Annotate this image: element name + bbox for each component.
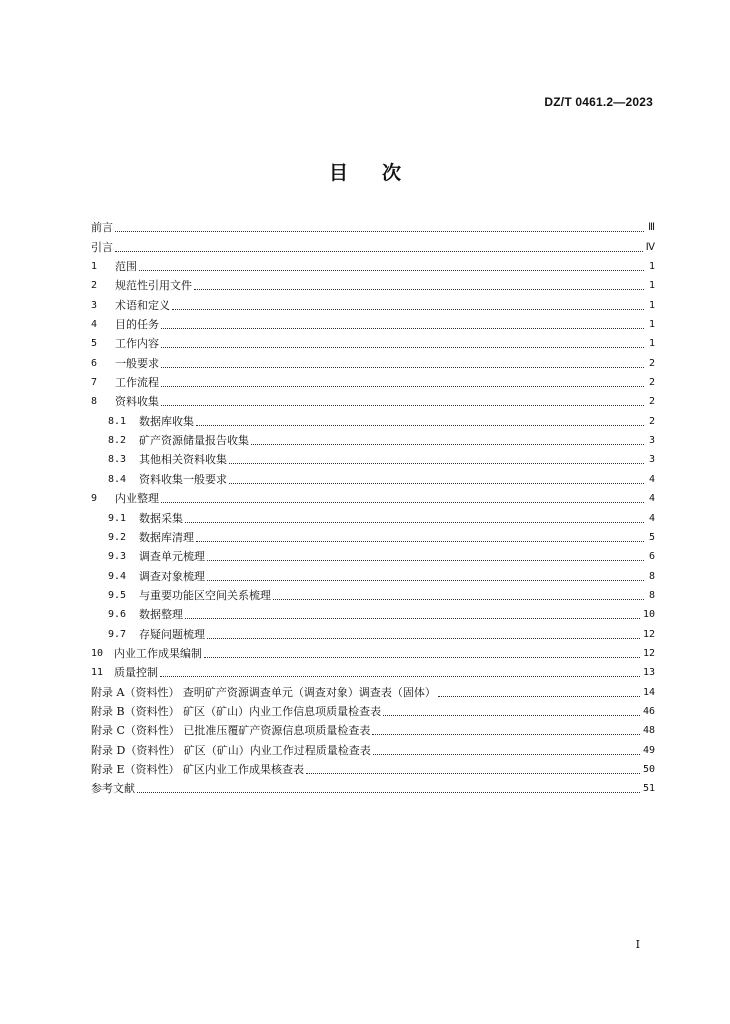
- toc-dot-leader: [115, 251, 643, 252]
- toc-entry-number: 9.7: [108, 628, 127, 640]
- table-of-contents: [91, 218, 655, 798]
- toc-dot-leader: [161, 386, 644, 387]
- toc-entry-title: 资料收集: [115, 395, 159, 409]
- toc-entry-number: 8.3: [108, 454, 127, 466]
- toc-entry-number: 9.3: [108, 551, 127, 563]
- toc-dot-leader: [185, 522, 644, 523]
- document-code: DZ/T 0461.2—2023: [544, 95, 653, 109]
- toc-entry-number: 6: [91, 357, 98, 369]
- toc-entry[interactable]: [91, 644, 655, 663]
- toc-entry-page: 12: [642, 647, 655, 659]
- toc-entry-page: 50: [642, 763, 655, 775]
- toc-entry[interactable]: [91, 663, 655, 682]
- toc-entry[interactable]: [91, 276, 655, 295]
- toc-dot-leader: [161, 405, 644, 406]
- page-number: I: [635, 938, 640, 951]
- toc-dot-leader: [194, 289, 644, 290]
- toc-dot-leader: [207, 638, 640, 639]
- toc-entry-number: 9.5: [108, 589, 127, 601]
- toc-entry-title: 术语和定义: [115, 298, 170, 312]
- toc-entry[interactable]: [91, 779, 655, 798]
- toc-entry[interactable]: [91, 450, 655, 469]
- toc-entry-page: 2: [648, 357, 655, 369]
- toc-entry[interactable]: [91, 740, 655, 759]
- toc-entry-page: 13: [642, 667, 655, 679]
- toc-entry-title: 与重要功能区空间关系梳理: [139, 588, 271, 602]
- toc-entry-page: 4: [648, 473, 655, 485]
- toc-dot-leader: [196, 541, 644, 542]
- toc-entry-page: 49: [642, 744, 655, 756]
- toc-dot-leader: [207, 560, 644, 561]
- toc-entry-number: 4: [91, 319, 98, 331]
- toc-dot-leader: [161, 328, 644, 329]
- toc-entry[interactable]: [91, 295, 655, 314]
- toc-entry[interactable]: [91, 489, 655, 508]
- toc-entry-title: 附录 A（资料性） 查明矿产资源调查单元（调查对象）调查表（固体）: [91, 685, 436, 699]
- toc-entry-title: 目的任务: [115, 318, 159, 332]
- toc-entry[interactable]: [91, 721, 655, 740]
- toc-entry[interactable]: [91, 392, 655, 411]
- toc-entry-number: 11: [91, 667, 104, 679]
- toc-entry-page: 51: [642, 783, 655, 795]
- toc-dot-leader: [137, 792, 640, 793]
- toc-entry[interactable]: [91, 702, 655, 721]
- toc-dot-leader: [115, 231, 644, 232]
- toc-dot-leader: [207, 580, 644, 581]
- toc-entry[interactable]: [91, 373, 655, 392]
- toc-dot-leader: [229, 463, 644, 464]
- toc-entry-title: 内业整理: [115, 492, 159, 506]
- toc-entry[interactable]: [91, 353, 655, 372]
- toc-entry-page: 1: [648, 299, 655, 311]
- toc-entry[interactable]: [91, 334, 655, 353]
- toc-dot-leader: [373, 754, 640, 755]
- toc-entry-title: 工作流程: [115, 376, 159, 390]
- toc-entry-number: 2: [91, 280, 98, 292]
- toc-entry-title: 附录 B（资料性） 矿区（矿山）内业工作信息项质量检查表: [91, 704, 382, 718]
- toc-entry-page: 1: [648, 280, 655, 292]
- toc-entry-page: 1: [648, 319, 655, 331]
- toc-entry[interactable]: [91, 586, 655, 605]
- toc-entry-number: 9.1: [108, 512, 127, 524]
- toc-dot-leader: [204, 657, 640, 658]
- toc-entry-page: 2: [648, 377, 655, 389]
- toc-entry-title: 资料收集一般要求: [139, 472, 227, 486]
- toc-dot-leader: [229, 483, 644, 484]
- toc-entry-title: 数据整理: [139, 608, 183, 622]
- toc-entry-title: 引言: [91, 240, 113, 254]
- toc-entry-page: 4: [648, 493, 655, 505]
- toc-entry-title: 数据库收集: [139, 414, 194, 428]
- toc-entry[interactable]: [91, 237, 655, 256]
- toc-entry-number: 8.1: [108, 415, 127, 427]
- toc-entry[interactable]: [91, 547, 655, 566]
- toc-entry-page: 4: [648, 512, 655, 524]
- toc-entry-number: 8.2: [108, 435, 127, 447]
- toc-entry-title: 调查单元梳理: [139, 550, 205, 564]
- toc-entry-title: 数据采集: [139, 511, 183, 525]
- toc-entry-page: 1: [648, 261, 655, 273]
- toc-dot-leader: [273, 599, 644, 600]
- toc-entry-number: 10: [91, 647, 104, 659]
- toc-entry[interactable]: [91, 257, 655, 276]
- toc-dot-leader: [161, 502, 644, 503]
- toc-entry-title: 附录 D（资料性） 矿区（矿山）内业工作过程质量检查表: [91, 743, 371, 757]
- toc-entry-number: 8: [91, 396, 98, 408]
- toc-entry[interactable]: [91, 528, 655, 547]
- toc-entry-title: 调查对象梳理: [139, 569, 205, 583]
- toc-entry-title: 其他相关资料收集: [139, 453, 227, 467]
- toc-entry-number: 9.6: [108, 609, 127, 621]
- toc-entry-number: 1: [91, 261, 98, 273]
- toc-entry-title: 工作内容: [115, 337, 159, 351]
- toc-entry[interactable]: [91, 469, 655, 488]
- toc-entry-number: 5: [91, 338, 98, 350]
- toc-entry-title: 质量控制: [114, 666, 158, 680]
- toc-entry[interactable]: [91, 605, 655, 624]
- toc-entry-title: 矿产资源储量报告收集: [139, 434, 249, 448]
- toc-entry-number: 3: [91, 299, 98, 311]
- toc-entry-title: 附录 C（资料性） 已批准压覆矿产资源信息项质量检查表: [91, 724, 371, 738]
- toc-entry[interactable]: [91, 315, 655, 334]
- toc-dot-leader: [185, 618, 640, 619]
- toc-entry[interactable]: [91, 218, 655, 237]
- toc-entry-page: 14: [642, 686, 655, 698]
- toc-dot-leader: [196, 425, 644, 426]
- toc-dot-leader: [438, 696, 640, 697]
- toc-dot-leader: [383, 715, 640, 716]
- toc-entry-page: 8: [648, 589, 655, 601]
- toc-entry-title: 附录 E（资料性） 矿区内业工作成果核查表: [91, 762, 305, 776]
- toc-entry-title: 存疑问题梳理: [139, 627, 205, 641]
- toc-entry-page: 48: [642, 725, 655, 737]
- toc-dot-leader: [372, 734, 640, 735]
- toc-dot-leader: [160, 676, 640, 677]
- toc-dot-leader: [251, 444, 644, 445]
- toc-entry[interactable]: [91, 566, 655, 585]
- toc-entry[interactable]: [91, 760, 655, 779]
- toc-entry-title: 数据库清理: [139, 530, 194, 544]
- toc-entry-title: 内业工作成果编制: [114, 646, 202, 660]
- toc-entry-number: 9: [91, 493, 98, 505]
- toc-entry-page: 5: [648, 531, 655, 543]
- toc-entry-title: 一般要求: [115, 356, 159, 370]
- toc-entry-page: 3: [648, 435, 655, 447]
- toc-dot-leader: [172, 309, 644, 310]
- toc-entry[interactable]: [91, 682, 655, 701]
- toc-entry[interactable]: [91, 508, 655, 527]
- toc-entry-title: 规范性引用文件: [115, 279, 192, 293]
- toc-entry[interactable]: [91, 411, 655, 430]
- toc-entry-page: 2: [648, 415, 655, 427]
- toc-entry-page: Ⅳ: [645, 241, 655, 253]
- toc-entry-page: 2: [648, 396, 655, 408]
- toc-entry[interactable]: [91, 431, 655, 450]
- toc-entry[interactable]: [91, 624, 655, 643]
- toc-entry-page: Ⅲ: [648, 222, 655, 234]
- toc-entry-page: 46: [642, 705, 655, 717]
- page-title: 目次: [328, 162, 435, 184]
- toc-entry-page: 10: [642, 609, 655, 621]
- toc-entry-page: 1: [648, 338, 655, 350]
- toc-entry-title: 参考文献: [91, 782, 135, 796]
- toc-entry-page: 8: [648, 570, 655, 582]
- toc-entry-number: 9.2: [108, 531, 127, 543]
- toc-entry-title: 前言: [91, 221, 113, 235]
- toc-entry-page: 3: [648, 454, 655, 466]
- toc-entry-number: 9.4: [108, 570, 127, 582]
- toc-dot-leader: [161, 347, 644, 348]
- toc-entry-number: 7: [91, 377, 98, 389]
- toc-dot-leader: [161, 367, 644, 368]
- toc-entry-title: 范围: [115, 260, 137, 274]
- toc-entry-page: 12: [642, 628, 655, 640]
- toc-dot-leader: [139, 270, 644, 271]
- toc-dot-leader: [306, 773, 640, 774]
- toc-entry-page: 6: [648, 551, 655, 563]
- toc-entry-number: 8.4: [108, 473, 127, 485]
